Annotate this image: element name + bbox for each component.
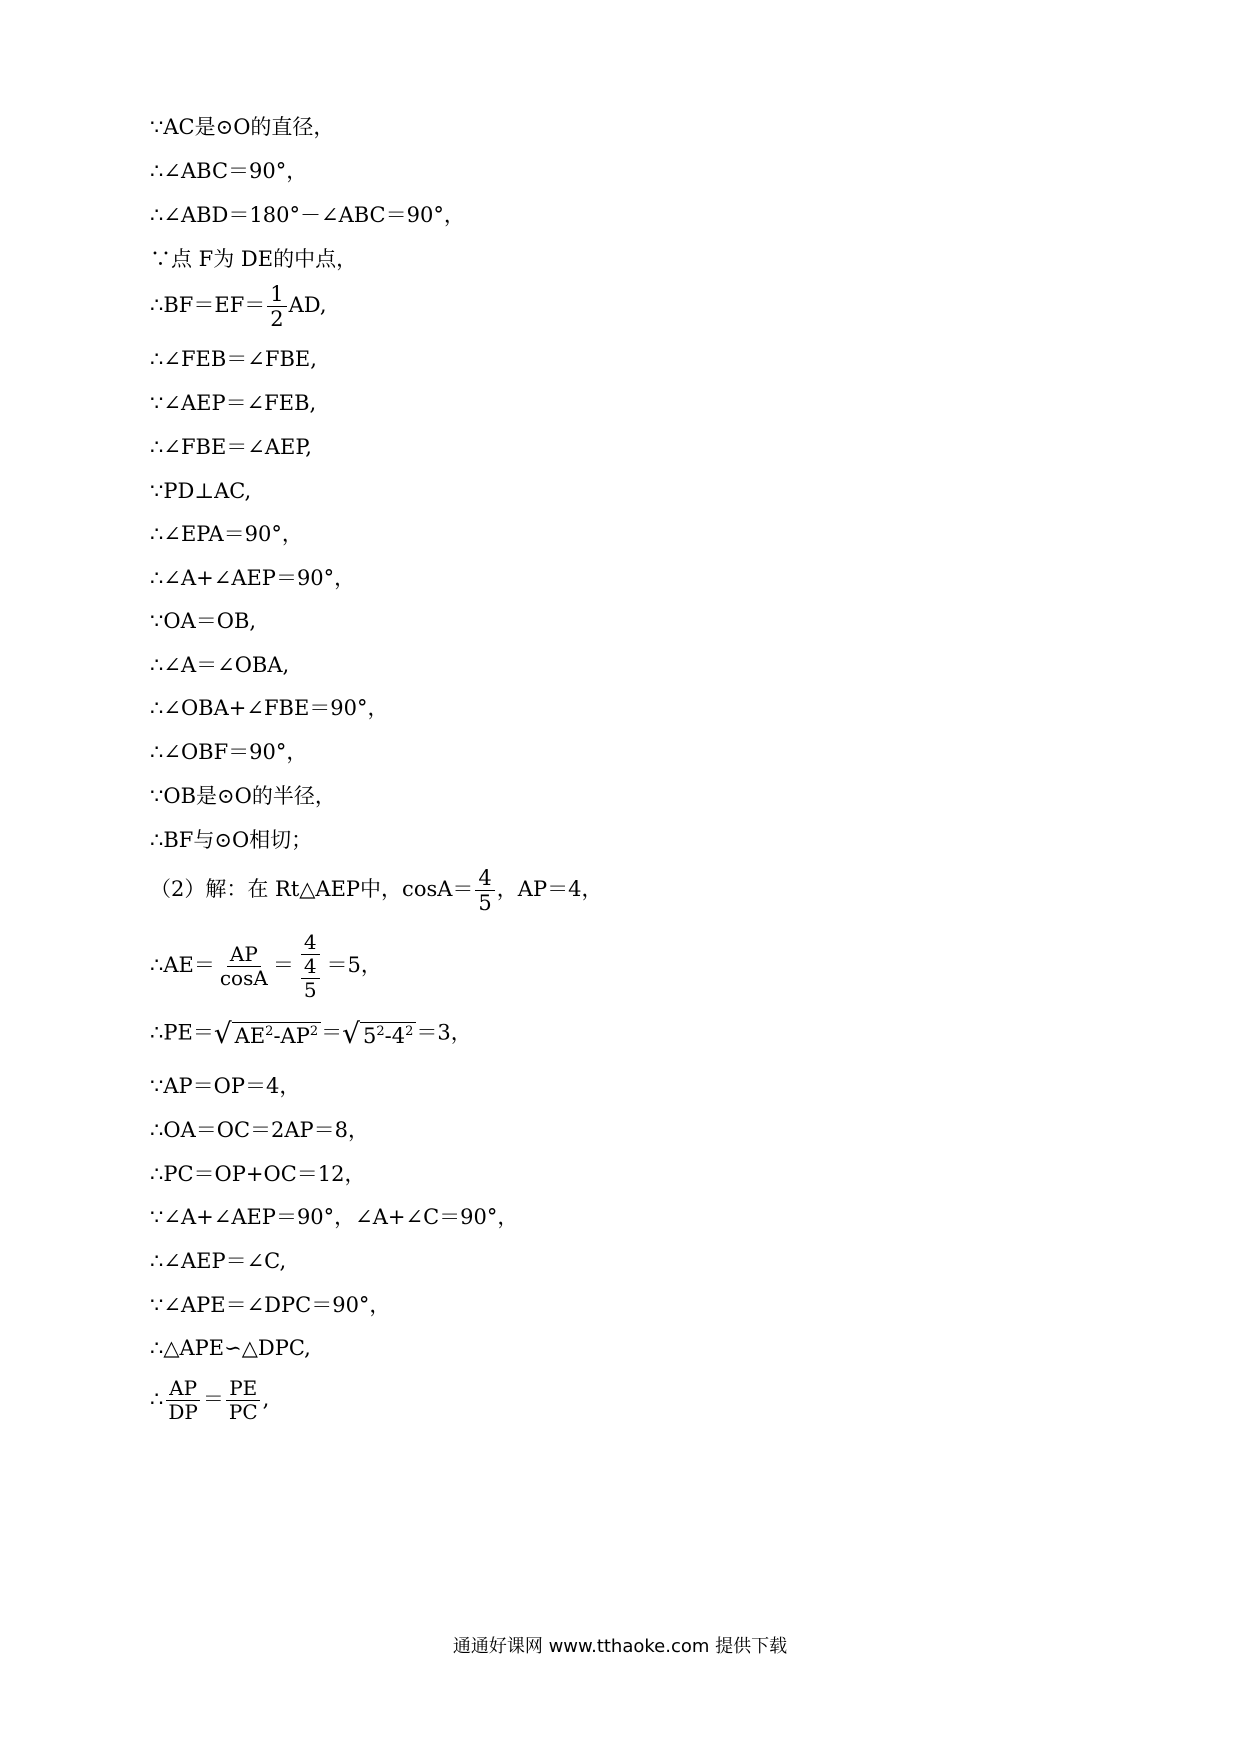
proof-line (150, 1161, 366, 1186)
exponent: 2 (265, 1023, 274, 1039)
proof-line-text: ∵PD⊥AC, (150, 478, 252, 503)
fraction (296, 929, 325, 1002)
radicand-term: AE (234, 1023, 266, 1048)
proof-line-text: ∵∠AEP＝∠FEB, (150, 390, 317, 415)
fraction-denominator (226, 1401, 261, 1423)
proof-line (150, 867, 602, 914)
proof-line (150, 158, 308, 183)
denominator-text: cosA (219, 965, 268, 990)
proof-line-text: ∴∠ABD＝180°－∠ABC＝90°， (150, 202, 465, 227)
proof-line-text: ∴∠ABC＝90°， (150, 158, 308, 183)
proof-line (150, 202, 465, 227)
square-root (342, 1017, 416, 1050)
radical-sign: √ (342, 1017, 360, 1050)
fraction-numerator: 4 (301, 932, 320, 955)
proof-line (150, 1073, 301, 1098)
radicand-term: -4 (384, 1023, 406, 1048)
proof-line (150, 565, 356, 590)
proof-line (150, 1117, 370, 1142)
radicand (232, 1022, 321, 1047)
fraction-numerator: PE (226, 1378, 260, 1401)
radicand (360, 1022, 416, 1047)
proof-line-text: ∵点 F为 DE的中点， (150, 246, 358, 271)
fraction-denominator (475, 891, 494, 914)
proof-line-text: ∴∠A+∠AEP＝90°， (150, 565, 356, 590)
fraction-numerator: AP (166, 1378, 200, 1401)
equals-sign: ＝ (202, 1386, 224, 1411)
denominator-text: 2 (270, 306, 284, 331)
proof-line-text: ∴PC＝OP+OC＝12， (150, 1161, 366, 1186)
proof-line (150, 521, 303, 546)
proof-line (150, 283, 327, 330)
proof-line (150, 1335, 311, 1360)
proof-line-text: ∵∠APE＝∠DPC＝90°， (150, 1292, 391, 1317)
line-suffix: ＝5， (326, 952, 382, 977)
proof-line (150, 114, 335, 139)
fraction-numerator: AP (227, 944, 261, 967)
fraction (475, 867, 494, 914)
fraction-denominator (217, 967, 271, 989)
proof-line (150, 478, 252, 503)
proof-line (150, 434, 312, 459)
proof-line (150, 827, 313, 852)
exponent: 2 (405, 1023, 414, 1039)
proof-line-text: ∴∠OBF＝90°， (150, 739, 308, 764)
radicand-term: 5 (362, 1023, 377, 1048)
proof-line-text: ∴BF与⊙O相切； (150, 827, 313, 852)
proof-line-text: ∴△APE∽△DPC, (150, 1335, 311, 1360)
equals-sign: ＝ (272, 952, 294, 977)
proof-line-text: ∵AC是⊙O的直径， (150, 114, 335, 139)
page-footer: 通通好课网 www.tthaoke.com 提供下载 (452, 1636, 788, 1657)
denominator-text: DP (168, 1399, 198, 1424)
proof-line (150, 346, 317, 371)
proof-line-text: ∵OB是⊙O的半径， (150, 783, 336, 808)
proof-line (150, 246, 358, 271)
equals-sign: ＝ (321, 1020, 343, 1045)
proof-line-text: ∴∠AEP＝∠C, (150, 1248, 287, 1273)
fraction (226, 1375, 261, 1424)
proof-line (150, 390, 317, 415)
line-prefix: ∴ (150, 1386, 164, 1411)
fraction (217, 941, 271, 990)
line-prefix: ∴BF＝EF＝ (150, 292, 266, 317)
line-suffix: , (262, 1386, 270, 1411)
line-suffix: ＝3， (416, 1020, 472, 1045)
line-prefix: ∴AE＝ (150, 952, 215, 977)
fraction-denominator (301, 979, 320, 1001)
proof-line-text: ∴∠EPA＝90°， (150, 521, 303, 546)
line-prefix: ∴PE＝ (150, 1020, 214, 1045)
proof-line-text: ∵∠A+∠AEP＝90°，∠A+∠C＝90°， (150, 1204, 519, 1229)
fraction-numerator: 1 (267, 283, 286, 307)
proof-line (150, 783, 336, 808)
radicand-term: -AP (273, 1023, 310, 1048)
line-suffix: ，AP＝4， (496, 876, 603, 901)
square-root (213, 1017, 321, 1050)
fraction (301, 953, 320, 1002)
proof-line-text: ∴∠OBA+∠FBE＝90°， (150, 695, 389, 720)
line-prefix: （2）解：在 Rt△AEP中，cosA＝ (150, 876, 474, 901)
proof-line (150, 1292, 391, 1317)
fraction (267, 283, 286, 330)
proof-line (150, 929, 382, 1002)
proof-line (150, 1375, 270, 1424)
proof-line (150, 652, 290, 677)
proof-line-text: ∴∠FEB＝∠FBE, (150, 346, 317, 371)
proof-line-text: ∴∠FBE＝∠AEP, (150, 434, 312, 459)
proof-line (150, 739, 308, 764)
proof-line-text: ∴OA＝OC＝2AP＝8， (150, 1117, 370, 1142)
proof-line (150, 1248, 287, 1273)
fraction-denominator (296, 955, 325, 1001)
exponent: 2 (309, 1023, 319, 1039)
proof-line (150, 1017, 472, 1050)
proof-line (150, 608, 257, 633)
exponent: 2 (376, 1023, 385, 1039)
line-suffix: AD, (288, 292, 327, 317)
denominator-text: 5 (478, 890, 492, 915)
denominator-text: 5 (303, 977, 317, 1002)
fraction-denominator (165, 1401, 201, 1423)
proof-line (150, 695, 389, 720)
fraction (165, 1375, 201, 1424)
fraction-numerator: 4 (301, 956, 320, 979)
fraction-denominator (267, 307, 286, 330)
proof-line-text: ∴∠A＝∠OBA, (150, 652, 290, 677)
proof-line (150, 1204, 519, 1229)
radical-sign: √ (213, 1017, 232, 1050)
denominator-text: PC (228, 1399, 258, 1424)
fraction-numerator: 4 (475, 867, 494, 891)
proof-line-text: ∵OA＝OB, (150, 608, 257, 633)
proof-line-text: ∵AP＝OP＝4， (150, 1073, 301, 1098)
